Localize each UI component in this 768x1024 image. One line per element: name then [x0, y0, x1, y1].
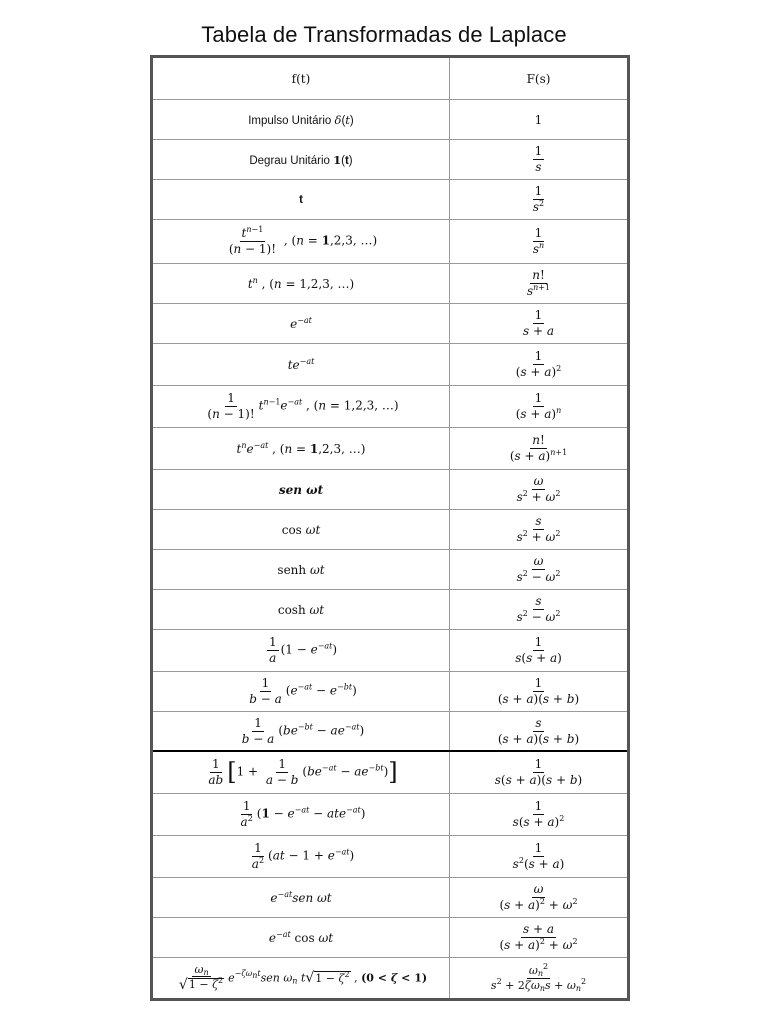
table-row [153, 550, 627, 590]
row-8-right: $\frac{1}{(s + a)^n}$ [515, 391, 562, 421]
table-row [153, 140, 627, 180]
cell-F [450, 220, 627, 263]
cell-f [153, 918, 450, 957]
row-21-right: $\frac{s + a}{(s + a)^2 + \omega^2}$ [499, 922, 578, 952]
laplace-table [150, 55, 630, 1001]
table-row [153, 630, 627, 672]
table-row [153, 918, 627, 958]
row-11-left: cos ωt [281, 522, 321, 537]
row-5-right: $\frac{n!}{s^{n+1}}$ [526, 268, 551, 298]
row-4-left: $\frac{t^{n-1}}{(n - 1)!}$ , (n = 1,2,3, …) [228, 225, 378, 256]
row-8-left: $\frac{1}{(n - 1)!}$ $t^{n-1}e^{-at}$ , (n = 1,2,3, …) [207, 391, 399, 421]
table-row [153, 180, 627, 220]
cell-f [153, 264, 450, 303]
cell-F [450, 590, 627, 629]
header-F-s [450, 58, 627, 99]
row-13-left: cosh ωt [277, 602, 325, 617]
cell-f [153, 712, 450, 750]
cell-f [153, 470, 450, 509]
row-7-left: $te^{-at}$ [287, 356, 315, 372]
cell-f [153, 672, 450, 711]
row-16-left: $\frac{1}{b - a}$ $(be^{-bt} - ae^{-at})$ [241, 715, 365, 746]
cell-F [450, 878, 627, 917]
row-19-right: $\frac{1}{s^2(s + a)}$ [512, 841, 565, 871]
table-row [153, 712, 627, 752]
row-11-right: $\frac{s}{s^2 + \omega^2}$ [516, 514, 561, 544]
row-14-right: $\frac{1}{s(s + a)}$ [515, 635, 562, 665]
row-19-left: $\frac{1}{a^2}$ $(at - 1 + e^{-at})$ [251, 841, 355, 871]
row-12-right: $\frac{\omega}{s^2 - \omega^2}$ [516, 554, 561, 584]
row-1-right: 1 [534, 112, 543, 127]
cell-F [450, 100, 627, 139]
table-row [153, 386, 627, 428]
row-9-left: $t^ne^{-at}$ , (n = 1,2,3, …) [236, 440, 366, 456]
row-3-left: t [299, 193, 303, 206]
row-21-left: $e^{-at}$ cos ωt [268, 929, 334, 945]
table-row [153, 836, 627, 878]
table-header-row [153, 58, 627, 100]
row-20-right: $\frac{\omega}{(s + a)^2 + \omega^2}$ [499, 882, 578, 912]
cell-F [450, 712, 627, 750]
cell-f [153, 590, 450, 629]
cell-F [450, 264, 627, 303]
cell-f [153, 386, 450, 427]
table-row [153, 672, 627, 712]
row-12-left: senh ωt [277, 562, 325, 577]
cell-F [450, 140, 627, 179]
cell-F [450, 630, 627, 671]
table-row [153, 470, 627, 510]
row-6-right: $\frac{1}{s + a}$ [522, 308, 554, 338]
row-17-right: $\frac{1}{s(s + a)(s + b)}$ [494, 757, 583, 787]
table-row [153, 344, 627, 386]
row-6-left: $e^{-at}$ [290, 315, 312, 331]
cell-f [153, 836, 450, 877]
cell-f [153, 220, 450, 263]
row-7-right: $\frac{1}{(s + a)^2}$ [515, 349, 562, 379]
row-15-left: $\frac{1}{b - a}$ $(e^{-at} - e^{-bt})$ [249, 676, 357, 706]
cell-F [450, 794, 627, 835]
cell-f [153, 180, 450, 219]
cell-f [153, 878, 450, 917]
cell-f [153, 958, 450, 998]
row-2-right: $\frac{1}{s}$ [534, 144, 543, 174]
row-9-right: $\frac{n!}{(s + a)^{n+1}}$ [509, 433, 568, 463]
cell-f [153, 140, 450, 179]
row-3-right: $\frac{1}{s^2}$ [532, 184, 545, 214]
row-10-right: $\frac{\omega}{s^2 + \omega^2}$ [516, 474, 561, 504]
row-18-right: $\frac{1}{s(s + a)^2}$ [512, 799, 565, 829]
table-row [153, 100, 627, 140]
table-row [153, 958, 627, 998]
cell-F [450, 918, 627, 957]
table-row [153, 304, 627, 344]
row-17-left: $\frac{1}{ab}$ [1 + $\frac{1}{a - b}$ $(be^{-at} - ae^{-bt})$] [208, 757, 398, 787]
cell-F [450, 470, 627, 509]
cell-f [153, 550, 450, 589]
cell-F [450, 428, 627, 469]
row-5-left: $t^n$ , (n = 1,2,3, …) [247, 275, 355, 291]
page-title: Tabela de Transformadas de Laplace [201, 22, 567, 47]
table-row [153, 794, 627, 836]
cell-F [450, 672, 627, 711]
cell-F [450, 550, 627, 589]
table-row [153, 428, 627, 470]
row-2-left: Degrau Unitário 1(t) [249, 152, 353, 167]
table-row [153, 878, 627, 918]
cell-F [450, 180, 627, 219]
table-row [153, 752, 627, 794]
cell-f [153, 304, 450, 343]
cell-F [450, 958, 627, 998]
row-15-right: $\frac{1}{(s + a)(s + b)}$ [497, 676, 580, 706]
row-4-right: $\frac{1}{s^n}$ [532, 226, 545, 256]
cell-F [450, 836, 627, 877]
row-20-left: $e^{-at}sen$ ωt [270, 889, 332, 905]
cell-F [450, 510, 627, 549]
table-row [153, 510, 627, 550]
row-13-right: $\frac{s}{s^2 - \omega^2}$ [516, 594, 561, 624]
cell-f [153, 100, 450, 139]
header-right-label: F(s) [526, 71, 551, 86]
table-row [153, 220, 627, 264]
row-18-left: $\frac{1}{a^2}$ $(1 - e^{-at} - ate^{-at})$ [240, 799, 366, 829]
header-f-t [153, 58, 450, 99]
cell-F [450, 304, 627, 343]
table-row [153, 590, 627, 630]
row-22-right: $\frac{\omega_n^2}{s^2 + 2\zeta\omega_ns + \omega_n^2}$ [490, 961, 587, 993]
row-14-left: $\frac{1}{a}$ $(1 - e^{-at})$ [268, 635, 338, 665]
row-10-left: sen ωt [278, 482, 324, 497]
cell-F [450, 344, 627, 385]
row-16-right: $\frac{s}{(s + a)(s + b)}$ [497, 715, 580, 746]
cell-f [153, 428, 450, 469]
cell-f [153, 344, 450, 385]
row-1-left: Impulso Unitário δ(t) [248, 112, 354, 127]
cell-f [153, 752, 450, 793]
cell-F [450, 386, 627, 427]
cell-f [153, 794, 450, 835]
cell-F [450, 752, 627, 793]
row-22-left: $\omega_n$ √ $1 - \zeta^2$ $e^{-\zeta\omega_nt}sen$ $\omega_n$ t √ $1 - \zeta^2$ , (0 < ζ < 1) [178, 962, 428, 994]
cell-f [153, 630, 450, 671]
cell-f [153, 510, 450, 549]
table-row [153, 264, 627, 304]
header-left-label: f(t) [291, 71, 311, 86]
